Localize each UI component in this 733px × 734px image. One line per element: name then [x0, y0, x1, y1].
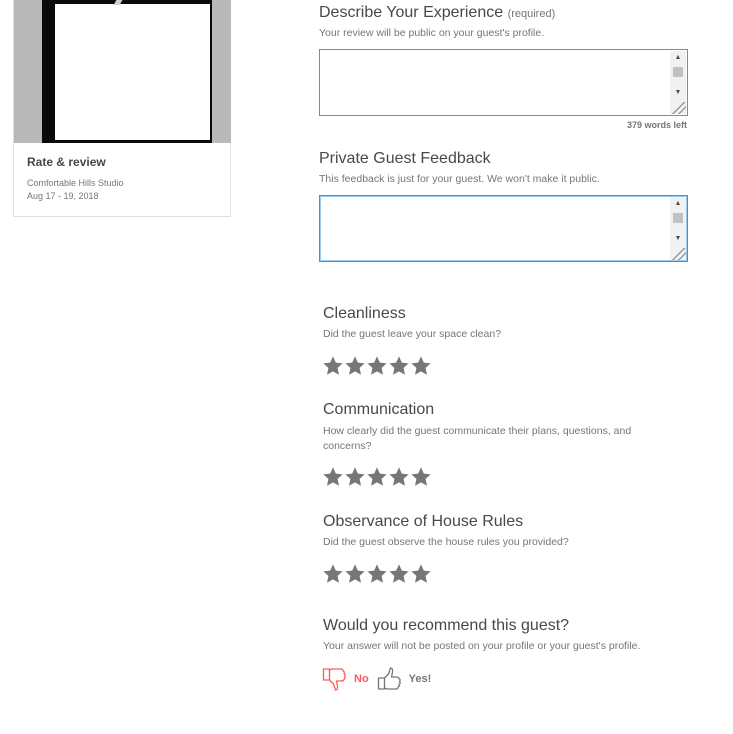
private-feedback-heading: Private Guest Feedback — [319, 150, 491, 167]
card-title: Rate & review — [27, 155, 106, 169]
recommend-help: Your answer will not be posted on your profile or your guest's profile. — [323, 640, 641, 652]
words-left-counter: 379 words left — [626, 120, 687, 130]
recommend-heading: Would you recommend this guest? — [323, 617, 570, 634]
star-icon[interactable] — [344, 465, 366, 489]
cleanliness-question: Did the guest leave your space clean? — [323, 328, 502, 340]
star-icon[interactable] — [366, 354, 388, 378]
private-feedback-textarea-box — [319, 195, 688, 262]
communication-heading: Communication — [323, 401, 435, 418]
experience-help: Your review will be public on your guest's profile. — [319, 27, 545, 39]
star-icon[interactable] — [410, 562, 432, 586]
review-summary-card — [13, 0, 231, 217]
star-icon[interactable] — [388, 465, 410, 489]
cleanliness-heading: Cleanliness — [323, 305, 406, 322]
private-feedback-textarea[interactable] — [320, 196, 687, 261]
yes-button[interactable]: Yes! — [408, 673, 432, 685]
stay-dates: Aug 17 - 19, 2018 — [27, 191, 99, 201]
star-icon[interactable] — [344, 562, 366, 586]
resize-grip-icon[interactable] — [672, 248, 686, 260]
resize-grip-icon[interactable] — [672, 102, 686, 114]
house-rules-heading: Observance of House Rules — [323, 513, 524, 530]
scroll-up-icon[interactable]: ▲ — [674, 54, 682, 61]
communication-star-rating[interactable] — [322, 465, 432, 489]
scroll-thumb[interactable] — [673, 213, 683, 223]
star-icon[interactable] — [366, 562, 388, 586]
experience-heading-text: Describe Your Experience — [319, 4, 504, 21]
thumbs-down-icon[interactable] — [322, 666, 348, 692]
scroll-up-icon[interactable]: ▲ — [674, 200, 682, 207]
star-icon[interactable] — [366, 465, 388, 489]
scroll-thumb[interactable] — [673, 67, 683, 77]
star-icon[interactable] — [388, 562, 410, 586]
experience-heading — [319, 4, 555, 22]
listing-name: Comfortable Hills Studio — [27, 178, 124, 188]
star-icon[interactable] — [322, 354, 344, 378]
scroll-down-icon[interactable]: ▼ — [674, 89, 682, 96]
recommend-options — [322, 666, 431, 692]
private-feedback-help: This feedback is just for your guest. We won't make it public. — [319, 173, 600, 185]
star-icon[interactable] — [388, 354, 410, 378]
required-tag: (required) — [507, 8, 556, 20]
experience-textarea[interactable] — [320, 50, 687, 115]
star-icon[interactable] — [410, 354, 432, 378]
listing-photo — [14, 0, 231, 143]
star-icon[interactable] — [322, 562, 344, 586]
communication-question: How clearly did the guest communicate their plans, questions, and concerns? — [323, 425, 632, 452]
star-icon[interactable] — [410, 465, 432, 489]
scroll-down-icon[interactable]: ▼ — [674, 235, 682, 242]
star-icon[interactable] — [344, 354, 366, 378]
thumbs-up-icon[interactable] — [377, 666, 403, 692]
house-rules-star-rating[interactable] — [322, 562, 432, 586]
house-rules-question: Did the guest observe the house rules you provided? — [323, 536, 569, 548]
experience-textarea-box — [319, 49, 688, 116]
star-icon[interactable] — [322, 465, 344, 489]
cleanliness-star-rating[interactable] — [322, 354, 432, 378]
no-button[interactable]: No — [354, 673, 369, 685]
